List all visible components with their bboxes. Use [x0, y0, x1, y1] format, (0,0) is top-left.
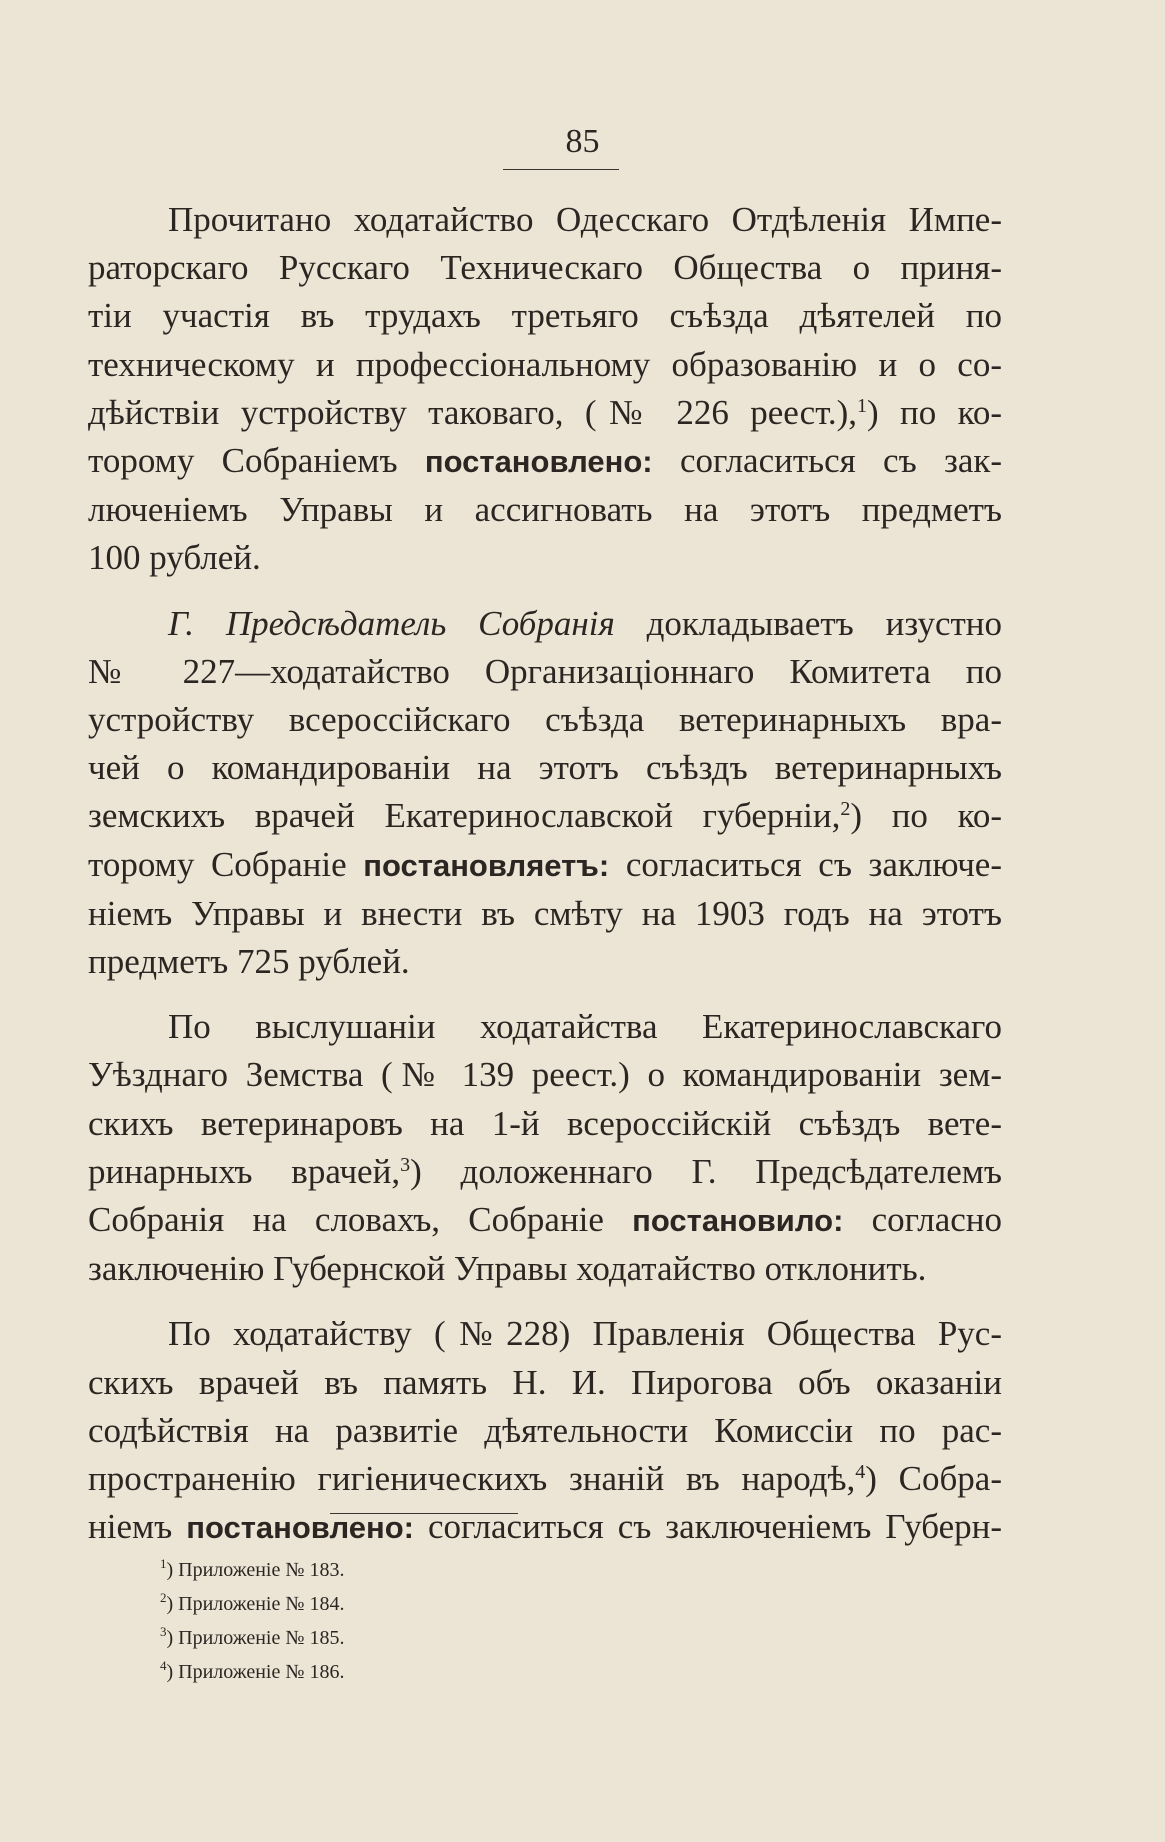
text-line: устройству всероссійскаго съѣзда ветеринарныхъ вра- — [88, 700, 1002, 740]
footnote-rule — [330, 1513, 518, 1514]
footnote — [160, 1621, 344, 1655]
text-line: чей о командированіи на этотъ съѣздъ ветеринарныхъ — [88, 748, 1002, 788]
text-line — [88, 600, 1002, 648]
text-segment: согласно — [843, 1200, 1003, 1240]
paragraph-2 — [88, 600, 1002, 987]
text-segment: Собранія на словахъ, Собраніе — [88, 1200, 604, 1240]
text-line: Прочитано ходатайство Одесскаго Отдѣленія Импе- — [168, 200, 1002, 239]
footnote-mark: 4 — [160, 1658, 167, 1673]
text-line — [88, 841, 1002, 890]
text-line: содѣйствія на развитіе дѣятельности Комиссіи по рас- — [88, 1410, 1002, 1450]
footnote-ref-3: 3 — [400, 1153, 411, 1176]
bold-term: постановляетъ: — [363, 847, 610, 883]
text-line — [88, 1196, 1002, 1245]
page-number: 85 — [565, 123, 600, 160]
footnote-mark: 1 — [160, 1556, 167, 1571]
paragraph-1 — [88, 196, 1002, 583]
text-line: дѣйствіи устройству таковаго, (№ 226 реест.),$^1$) по ко- — [88, 392, 1002, 432]
bold-term: постановило: — [632, 1203, 844, 1239]
text-line: заключенію Губернской Управы ходатайство отклонить. — [88, 1249, 927, 1289]
paragraph-3 — [88, 1003, 1002, 1293]
text-line: По выслушаніи ходатайства Екатеринославскаго — [168, 1007, 1002, 1047]
footnote — [160, 1553, 344, 1587]
text-line — [88, 437, 1002, 486]
text-segment: торому Собраніемъ — [88, 441, 398, 481]
text-line: скихъ ветеринаровъ на 1-й всероссійскій съѣздъ вете- — [88, 1103, 1002, 1143]
text-segment: согласиться съ заключе- — [609, 844, 1002, 884]
paragraph-4 — [88, 1310, 1002, 1552]
footnote — [160, 1587, 344, 1621]
footnote-text: ) Приложеніе № 185. — [166, 1627, 345, 1649]
text-segment: согласиться съ зак- — [679, 441, 1003, 481]
footnote-text: ) Приложеніе № 183. — [166, 1559, 345, 1581]
text-line: земскихъ врачей Екатеринославской губерніи,$^2$) по ко- — [88, 796, 1002, 836]
footnotes — [160, 1553, 344, 1689]
footnote-text: ) Приложеніе № 186. — [166, 1661, 345, 1683]
text-line: ніемъ Управы и внести въ смѣту на 1903 годъ на этотъ — [88, 893, 1002, 933]
text-line: техническому и профессіональному образованію и о со- — [88, 344, 1002, 384]
bold-term: постановлено: — [424, 444, 653, 480]
text-segment: по ко- — [878, 392, 1002, 432]
text-line: люченіемъ Управы и ассигновать на этотъ предметъ — [88, 490, 1002, 530]
text-segment: доложеннаго Г. Предсѣдателемъ — [421, 1151, 1002, 1191]
body-text — [88, 196, 1002, 1552]
text-segment: согласиться съ заключеніемъ Губерн- — [413, 1507, 1002, 1547]
footnote-mark: 3 — [160, 1624, 167, 1639]
text-line: предметъ 725 рублей. — [88, 942, 410, 982]
italic-term: Г. Предсѣдатель Собранія — [168, 603, 615, 643]
footnote-ref-2: 2 — [840, 798, 851, 821]
text-line: № 227—ходатайство Организаціоннаго Комитета по — [88, 651, 1002, 691]
text-line: пространенію гигіеническихъ знаній въ народѣ,$^4$) Собра- — [88, 1459, 1003, 1499]
text-segment: по ко- — [862, 796, 1002, 836]
footnote-text: ) Приложеніе № 184. — [166, 1593, 345, 1615]
text-line: тіи участія въ трудахъ третьяго съѣзда дѣятелей по — [88, 296, 1002, 336]
text-line: Уѣзднаго Земства (№ 139 реест.) о командированіи зем- — [88, 1055, 1002, 1095]
footnote — [160, 1655, 344, 1689]
bold-term: постановлено: — [186, 1510, 414, 1546]
text-segment: докладываетъ изустно — [614, 603, 1003, 643]
text-segment: дѣйствіи устройству таковаго, (№ 226 реест.), — [88, 392, 858, 432]
text-segment: ринарныхъ врачей, — [88, 1151, 401, 1191]
footnote-ref-1: 1 — [857, 394, 868, 417]
text-line: ринарныхъ врачей,$^3$) доложеннаго Г. Предсѣдателемъ — [88, 1151, 1002, 1191]
text-segment: пространенію гигіеническихъ знаній въ народѣ, — [88, 1459, 856, 1499]
text-line: раторскаго Русскаго Техническаго Общества о приня- — [88, 248, 1002, 288]
text-segment: Собра- — [876, 1459, 1003, 1499]
footnote-mark: 2 — [160, 1590, 167, 1605]
text-line: По ходатайству (№228) Правленія Общества Рус- — [168, 1314, 1002, 1354]
text-line: 100 рублей. — [88, 538, 261, 578]
page-number-rule — [503, 169, 619, 170]
text-segment: ніемъ — [88, 1507, 173, 1547]
text-line: скихъ врачей въ память Н. И. Пирогова объ оказаніи — [88, 1362, 1002, 1402]
text-segment: торому Собраніе — [88, 844, 347, 884]
text-segment: земскихъ врачей Екатеринославской губерніи, — [88, 796, 841, 836]
footnote-ref-4: 4 — [855, 1461, 866, 1484]
text-line — [88, 1503, 1002, 1552]
